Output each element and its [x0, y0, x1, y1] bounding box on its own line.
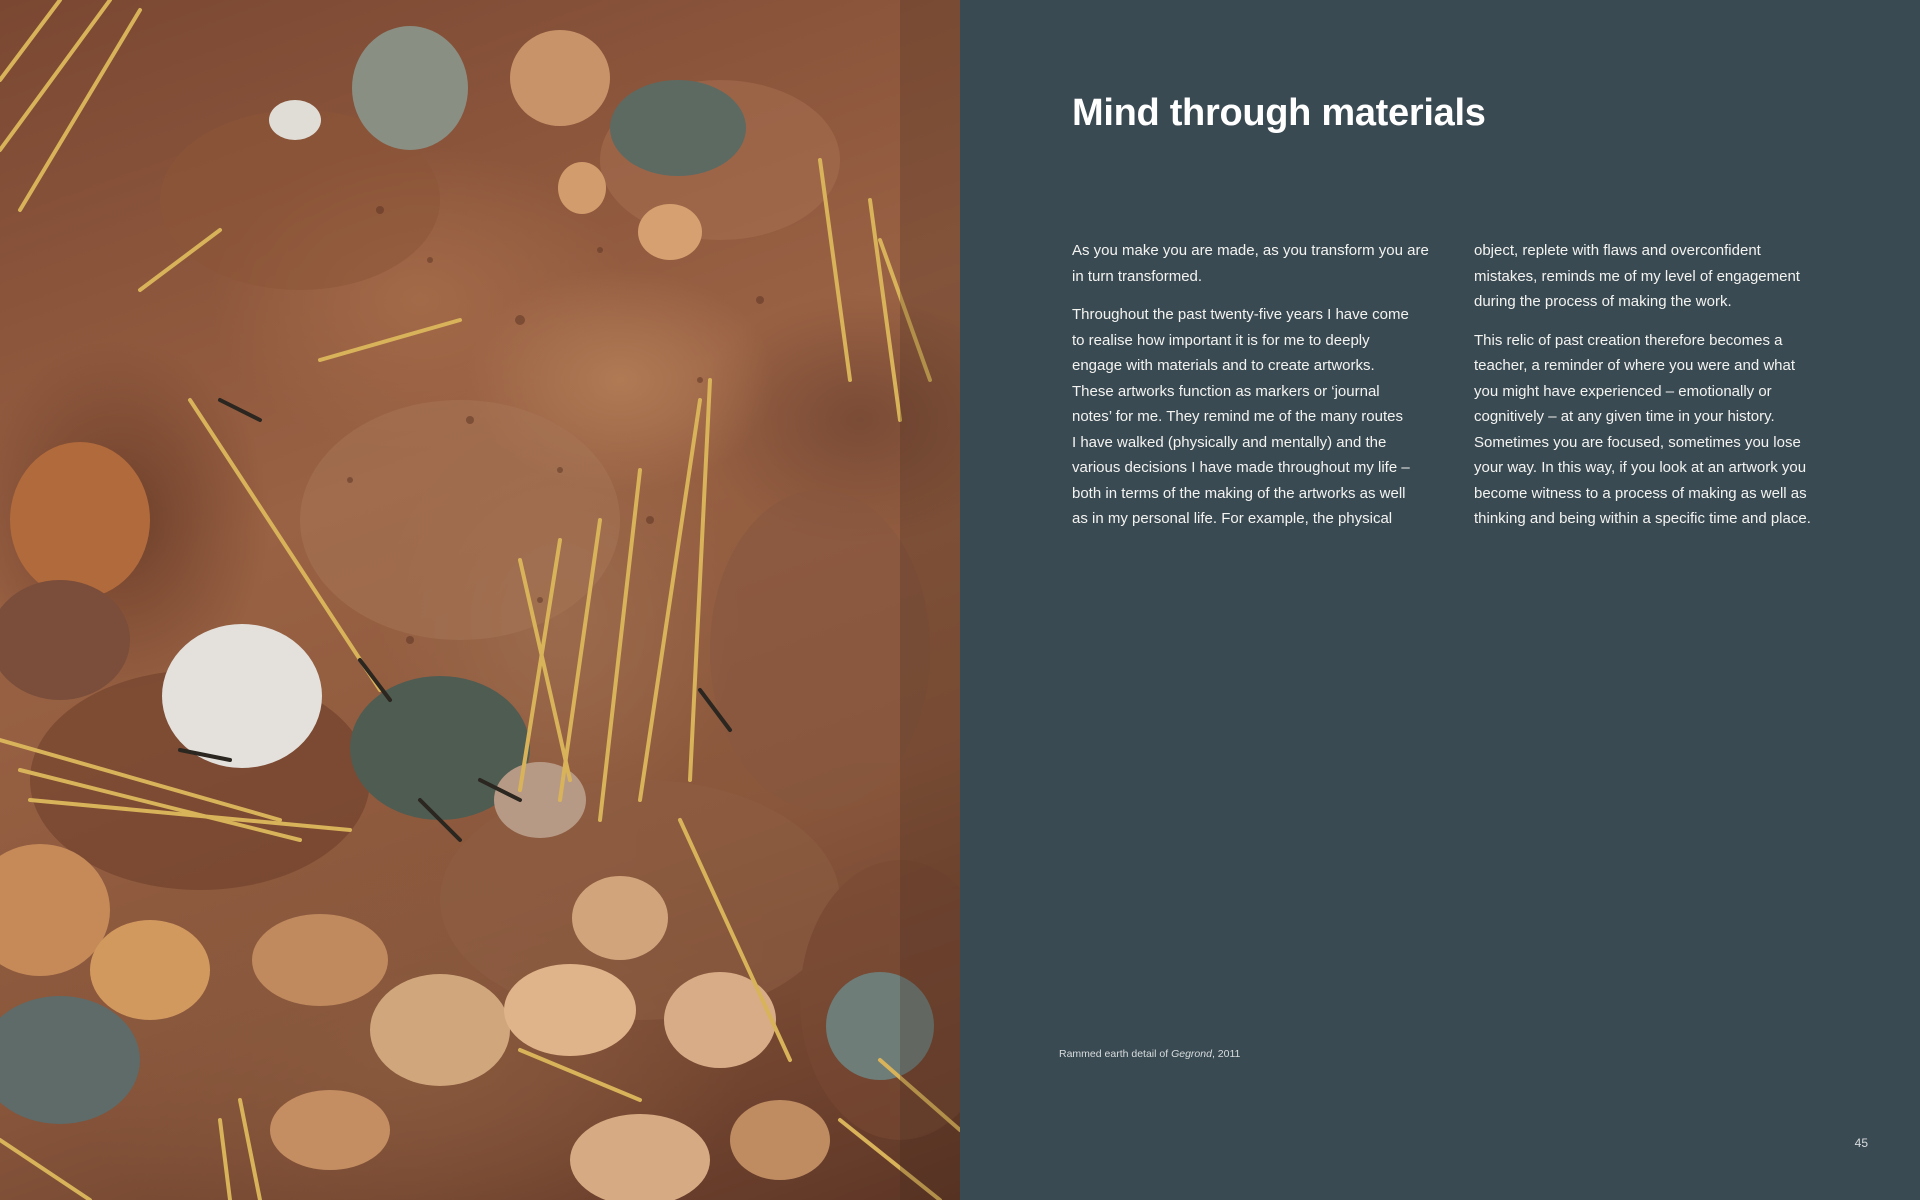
- paragraph: [1474, 238, 1832, 315]
- body-columns: [1072, 238, 1832, 545]
- right-column: [1474, 238, 1832, 545]
- page-title: Mind through materials: [1072, 92, 1486, 134]
- text-line: cognitively – at any given time in your history.: [1474, 408, 1775, 425]
- text-line: As you make you are made, as you transform you are: [1072, 242, 1429, 259]
- paragraph: [1474, 328, 1832, 532]
- text-line: I have walked (physically and mentally) and the: [1072, 433, 1387, 451]
- text-line: This relic of past creation therefore becomes a: [1474, 331, 1783, 349]
- paragraph: [1072, 238, 1430, 289]
- text-line: engage with materials and to create artworks.: [1072, 357, 1375, 374]
- text-line: become witness to a process of making as well as: [1474, 484, 1807, 502]
- caption-work-title: Gegrond: [1171, 1048, 1212, 1060]
- caption-prefix: Rammed earth detail of: [1059, 1048, 1172, 1060]
- text-line: to realise how important it is for me to deeply: [1072, 331, 1370, 349]
- page-number: 45: [1854, 1136, 1868, 1150]
- text-line: teacher, a reminder of where you were and what: [1474, 357, 1796, 374]
- text-line: Throughout the past twenty-five years I have come: [1072, 306, 1409, 323]
- text-line: Sometimes you are focused, sometimes you lose: [1474, 433, 1801, 451]
- text-line: various decisions I have made throughout my life –: [1072, 459, 1410, 476]
- text-line: both in terms of the making of the artworks as well: [1072, 484, 1406, 502]
- text-line: your way. In this way, if you look at an artwork you: [1474, 459, 1807, 476]
- left-column: [1072, 238, 1430, 545]
- photo-caption: [1059, 1048, 1240, 1060]
- text-line: you might have experienced – emotionally or: [1474, 382, 1772, 400]
- text-line: in turn transformed.: [1072, 267, 1203, 285]
- text-line: thinking and being within a specific time and place.: [1474, 510, 1811, 527]
- text-line: object, replete with flaws and overconfident: [1474, 242, 1761, 259]
- paragraph: [1072, 302, 1430, 532]
- caption-suffix: , 2011: [1211, 1048, 1241, 1060]
- text-page: [960, 0, 1920, 1200]
- text-line: as in my personal life. For example, the physical: [1072, 510, 1393, 527]
- text-line: during the process of making the work.: [1474, 293, 1732, 310]
- text-line: notes’ for me. They remind me of the many routes: [1072, 408, 1403, 425]
- text-line: mistakes, reminds me of my level of engagement: [1474, 267, 1800, 285]
- text-line: These artworks function as markers or ‘journal: [1072, 382, 1380, 400]
